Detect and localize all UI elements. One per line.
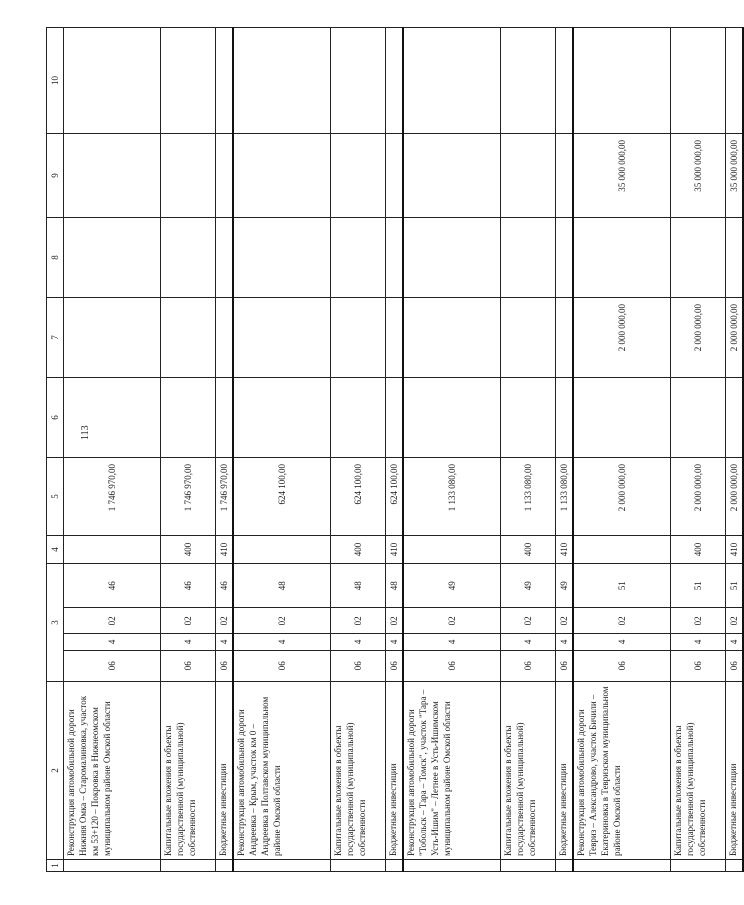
code-part: 06 [106, 661, 117, 671]
amount-col-6 [331, 378, 386, 458]
row-index-cell [386, 860, 404, 872]
amount-col-7: 2 000 000,00 [573, 298, 671, 378]
item-name: Реконструкция автомобильной дороги Тевриз – Александрово, участок Бичили – Екатериновка в Тевризском муниципальном районе Омской области [573, 682, 671, 860]
amount-col-9: 35 000 000,00 [573, 134, 671, 218]
amount-col-9: 35 000 000,00 [671, 134, 726, 218]
amount-col-6 [64, 378, 161, 458]
code-part: 4 [671, 634, 725, 650]
expense-type-code [64, 536, 161, 564]
table-row [403, 28, 501, 872]
col-header: 4 [47, 536, 64, 564]
table-row [501, 28, 556, 872]
col-header: 1 [47, 860, 64, 872]
code-part: 02 [574, 608, 670, 634]
code-part: 4 [64, 634, 160, 650]
code-part: 49 [556, 564, 572, 608]
amount-col-6 [403, 378, 501, 458]
code-part: 06 [558, 661, 569, 671]
code-part: 02 [161, 608, 215, 634]
code-part: 02 [331, 608, 385, 634]
budget-code-cell [403, 564, 501, 682]
amount-col-9 [233, 134, 331, 218]
amount-col-6 [573, 378, 671, 458]
code-part: 48 [386, 564, 402, 608]
amount-col-9 [501, 134, 556, 218]
amount-col-8 [216, 218, 234, 298]
row-index-cell [64, 860, 161, 872]
code-part: 51 [726, 564, 742, 608]
code-part: 02 [234, 608, 330, 634]
row-index-cell [331, 860, 386, 872]
amount-col-9 [403, 134, 501, 218]
code-part: 4 [161, 634, 215, 650]
amount-col-7: 2 000 000,00 [671, 298, 726, 378]
col-header: 2 [47, 682, 64, 860]
expense-type-code: 400 [671, 536, 726, 564]
item-name: Бюджетные инвестиции [556, 682, 574, 860]
code-part: 4 [404, 634, 500, 650]
code-part: 4 [331, 634, 385, 650]
code-part: 46 [216, 564, 232, 608]
code-part: 48 [234, 564, 330, 608]
amount-col-8 [64, 218, 161, 298]
item-name: Реконструкция автомобильной дороги Нижняя Омка – Старомалиновка, участок км 53+120 – Покровка в Нижнеомском муниципальном районе Омской области [64, 682, 161, 860]
amount-col-10 [501, 28, 556, 134]
expense-type-code [573, 536, 671, 564]
code-part: 4 [556, 634, 572, 650]
code-part: 4 [726, 634, 742, 650]
row-index-cell [556, 860, 574, 872]
expense-type-code [233, 536, 331, 564]
expense-type-code: 410 [386, 536, 404, 564]
col-header: 6 [47, 378, 64, 458]
code-part: 02 [501, 608, 555, 634]
code-part: 06 [388, 661, 399, 671]
amount-col-6 [386, 378, 404, 458]
table-row [726, 28, 744, 872]
amount-col-5: 1 746 970,00 [216, 458, 234, 536]
budget-code-cell [556, 564, 574, 682]
page-number: 113 [80, 425, 91, 440]
amount-col-5: 1 746 970,00 [161, 458, 216, 536]
row-index-cell [671, 860, 726, 872]
amount-col-10 [386, 28, 404, 134]
col-header: 10 [47, 28, 64, 134]
code-part: 06 [522, 661, 533, 671]
budget-code-cell [573, 564, 671, 682]
expense-type-code: 410 [216, 536, 234, 564]
code-part: 02 [386, 608, 402, 634]
amount-col-5: 1 133 080,00 [403, 458, 501, 536]
amount-col-8 [573, 218, 671, 298]
table-row [216, 28, 234, 872]
code-part: 49 [501, 564, 555, 608]
amount-col-8 [726, 218, 744, 298]
amount-col-8 [161, 218, 216, 298]
budget-code-cell [233, 564, 331, 682]
header-row [47, 28, 64, 872]
amount-col-8 [671, 218, 726, 298]
item-name: Бюджетные инвестиции [726, 682, 744, 860]
amount-col-8 [386, 218, 404, 298]
amount-col-9: 35 000 000,00 [726, 134, 744, 218]
amount-col-8 [233, 218, 331, 298]
code-part: 51 [671, 564, 725, 608]
amount-col-5: 2 000 000,00 [671, 458, 726, 536]
code-part: 06 [616, 661, 627, 671]
budget-code-cell [501, 564, 556, 682]
amount-col-6 [161, 378, 216, 458]
amount-col-7 [216, 298, 234, 378]
expense-type-code: 410 [556, 536, 574, 564]
code-part: 06 [692, 661, 703, 671]
col-header: 3 [47, 564, 64, 682]
amount-col-7 [233, 298, 331, 378]
code-part: 4 [501, 634, 555, 650]
amount-col-6 [216, 378, 234, 458]
code-part: 06 [728, 661, 739, 671]
code-part: 06 [446, 661, 457, 671]
table-row [161, 28, 216, 872]
item-name: Капитальные вложения в объекты государственной (муниципальной) собственности [331, 682, 386, 860]
amount-col-7 [501, 298, 556, 378]
item-name: Бюджетные инвестиции [216, 682, 234, 860]
amount-col-6 [501, 378, 556, 458]
table-row [671, 28, 726, 872]
amount-col-5: 2 000 000,00 [726, 458, 744, 536]
rotated-page [46, 28, 739, 872]
amount-col-5: 2 000 000,00 [573, 458, 671, 536]
row-index-cell [726, 860, 744, 872]
expense-type-code: 400 [501, 536, 556, 564]
table-row [233, 28, 331, 872]
amount-col-7 [331, 298, 386, 378]
code-part: 4 [574, 634, 670, 650]
code-part: 4 [386, 634, 402, 650]
code-part: 02 [404, 608, 500, 634]
budget-code-cell [671, 564, 726, 682]
table-row [64, 28, 161, 872]
amount-col-7: 2 000 000,00 [726, 298, 744, 378]
row-index-cell [233, 860, 331, 872]
amount-col-6 [726, 378, 744, 458]
code-part: 49 [404, 564, 500, 608]
code-part: 51 [574, 564, 670, 608]
code-part: 02 [64, 608, 160, 634]
expense-type-code: 410 [726, 536, 744, 564]
budget-code-cell [386, 564, 404, 682]
col-header: 5 [47, 458, 64, 536]
amount-col-5: 624 100,00 [331, 458, 386, 536]
amount-col-9 [161, 134, 216, 218]
budget-code-cell [161, 564, 216, 682]
amount-col-10 [573, 28, 671, 134]
table-row [556, 28, 574, 872]
amount-col-10 [671, 28, 726, 134]
amount-col-7 [386, 298, 404, 378]
code-part: 06 [352, 661, 363, 671]
row-index-cell [573, 860, 671, 872]
item-name: Реконструкция автомобильной дороги "Тобольск – Тара – Томск", участок "Тара – Усть-Ишим" – Летнее в Усть-Ишимском муниципальном районе Омской области [403, 682, 501, 860]
amount-col-10 [403, 28, 501, 134]
amount-col-5: 624 100,00 [233, 458, 331, 536]
row-index-cell [501, 860, 556, 872]
amount-col-10 [726, 28, 744, 134]
code-part: 02 [726, 608, 742, 634]
amount-col-5: 624 100,00 [386, 458, 404, 536]
amount-col-10 [233, 28, 331, 134]
expense-type-code [403, 536, 501, 564]
budget-code-cell [726, 564, 744, 682]
amount-col-8 [403, 218, 501, 298]
code-part: 02 [556, 608, 572, 634]
row-index-cell [216, 860, 234, 872]
amount-col-6 [233, 378, 331, 458]
amount-col-7 [64, 298, 161, 378]
item-name: Капитальные вложения в объекты государственной (муниципальной) собственности [671, 682, 726, 860]
amount-col-9 [556, 134, 574, 218]
table-row [573, 28, 671, 872]
amount-col-10 [556, 28, 574, 134]
amount-col-9 [386, 134, 404, 218]
table-row [386, 28, 404, 872]
item-name: Капитальные вложения в объекты государственной (муниципальной) собственности [501, 682, 556, 860]
item-name: Бюджетные инвестиции [386, 682, 404, 860]
amount-col-9 [331, 134, 386, 218]
table-row [331, 28, 386, 872]
amount-col-10 [64, 28, 161, 134]
budget-code-cell [64, 564, 161, 682]
amount-col-7 [161, 298, 216, 378]
amount-col-5: 1 133 080,00 [556, 458, 574, 536]
col-header: 7 [47, 298, 64, 378]
budget-code-cell [331, 564, 386, 682]
amount-col-6 [556, 378, 574, 458]
code-part: 06 [218, 661, 229, 671]
amount-col-9 [64, 134, 161, 218]
expense-type-code: 400 [161, 536, 216, 564]
amount-col-10 [161, 28, 216, 134]
item-name: Капитальные вложения в объекты государственной (муниципальной) собственности [161, 682, 216, 860]
col-header: 9 [47, 134, 64, 218]
amount-col-10 [331, 28, 386, 134]
row-index-cell [161, 860, 216, 872]
budget-table [46, 27, 744, 872]
amount-col-8 [556, 218, 574, 298]
amount-col-6 [671, 378, 726, 458]
code-part: 46 [161, 564, 215, 608]
amount-col-5: 1 133 080,00 [501, 458, 556, 536]
code-part: 4 [234, 634, 330, 650]
expense-type-code: 400 [331, 536, 386, 564]
budget-code-cell [216, 564, 234, 682]
amount-col-8 [331, 218, 386, 298]
row-index-cell [403, 860, 501, 872]
amount-col-9 [216, 134, 234, 218]
item-name: Реконструкция автомобильной дороги Андреевка – Крым, участок км 0 – Андреевка в Полтавском муниципальном районе Омской области [233, 682, 331, 860]
code-part: 46 [64, 564, 160, 608]
amount-col-7 [556, 298, 574, 378]
amount-col-10 [216, 28, 234, 134]
code-part: 4 [216, 634, 232, 650]
col-header: 8 [47, 218, 64, 298]
amount-col-8 [501, 218, 556, 298]
code-part: 06 [276, 661, 287, 671]
code-part: 02 [216, 608, 232, 634]
code-part: 02 [671, 608, 725, 634]
amount-col-7 [403, 298, 501, 378]
code-part: 48 [331, 564, 385, 608]
code-part: 06 [182, 661, 193, 671]
amount-col-5: 1 746 970,00 [64, 458, 161, 536]
